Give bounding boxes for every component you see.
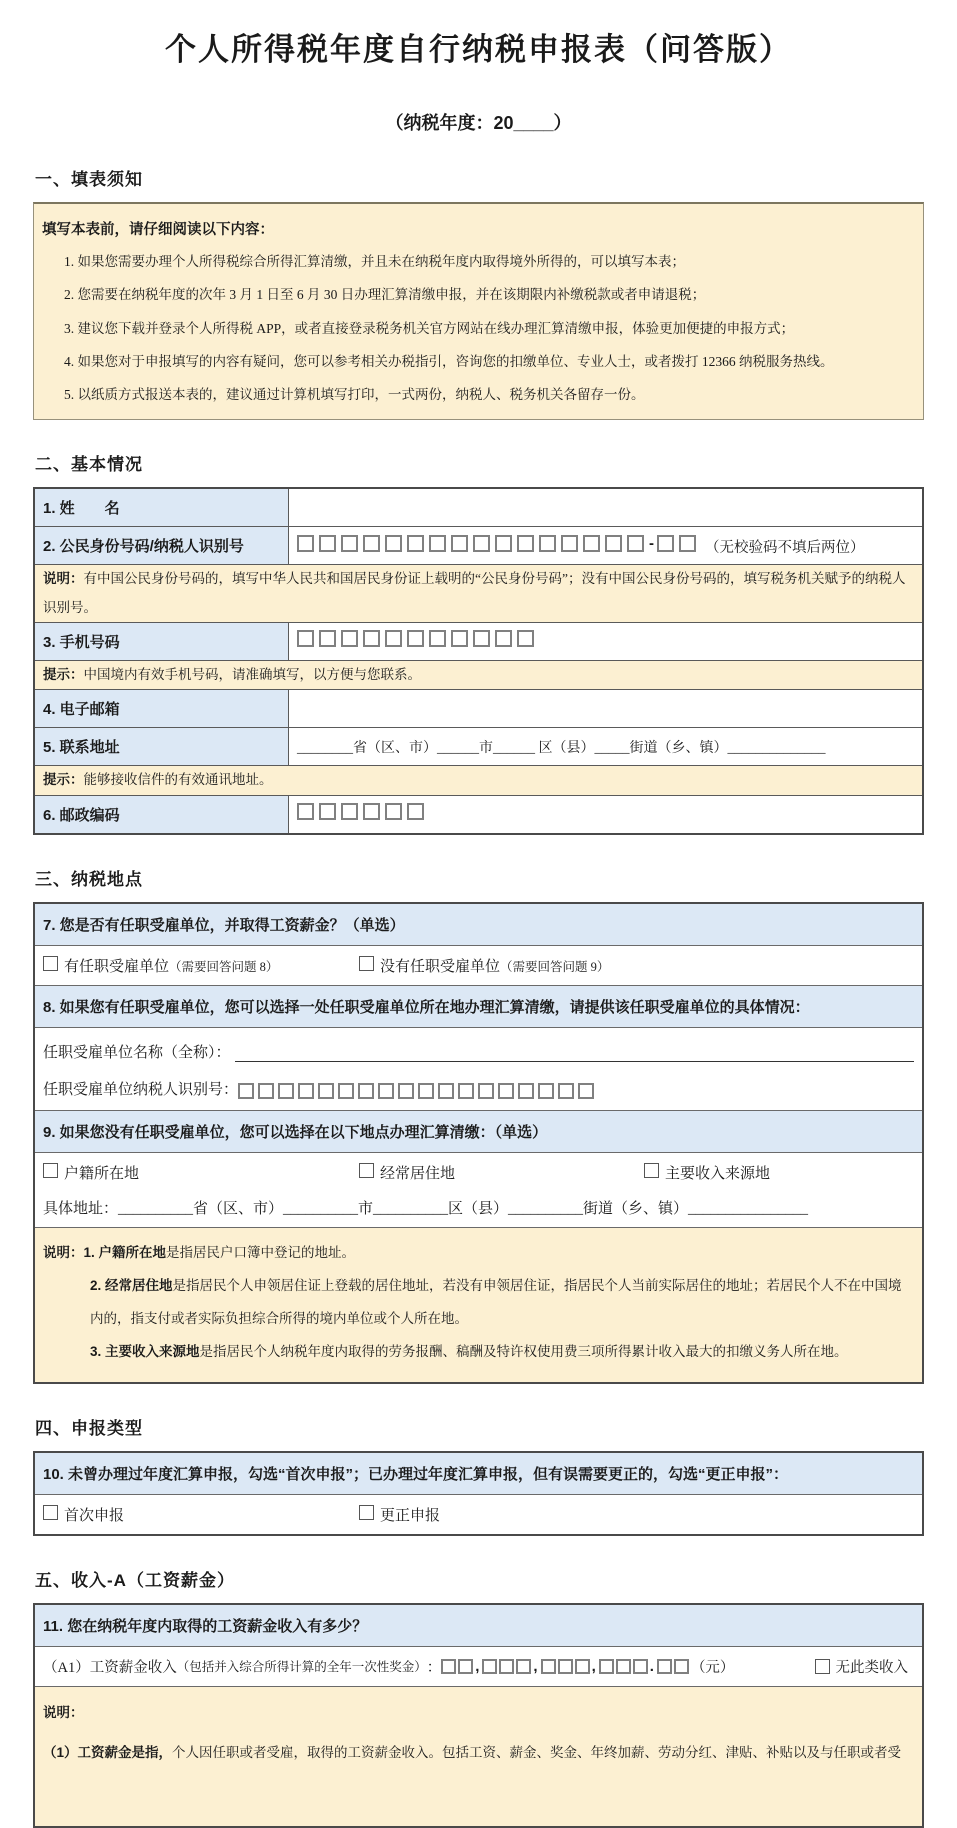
employer-name-blank[interactable] bbox=[235, 1045, 914, 1062]
table-row bbox=[34, 795, 923, 834]
table-row bbox=[34, 527, 923, 565]
section-2-heading: 二、基本情况 bbox=[35, 455, 143, 475]
note-text: 个人因任职或者受雇，取得的工资薪金收入。包括工资、薪金、奖金、年终加薪、劳动分红、津贴、补贴以及与任职或者受 bbox=[172, 1744, 902, 1760]
note-term: （1）工资薪金是指， bbox=[43, 1744, 173, 1760]
postal-code-cell bbox=[289, 795, 924, 834]
checkbox-corrected-declaration[interactable] bbox=[359, 1505, 374, 1520]
note-term: 3. 主要收入来源地 bbox=[90, 1343, 200, 1359]
question-9-body bbox=[35, 1152, 922, 1227]
checkbox-has-employer[interactable] bbox=[43, 956, 58, 971]
checkbox-no-employer[interactable] bbox=[359, 956, 374, 971]
section-5-heading: 五、收入-A（工资薪金） bbox=[35, 1570, 235, 1590]
phone-tip-row bbox=[34, 660, 923, 689]
notice-item-5: 5. 以纸质方式报送本表的，建议通过计算机填写打印，一式两份，纳税人、税务机关各留存一份。 bbox=[64, 387, 645, 402]
note-line-1 bbox=[43, 1740, 912, 1766]
option-label: 主要收入来源地 bbox=[665, 1165, 771, 1182]
id-note-text: 有中国公民身份号码的，填写中华人民共和国居民身份证上载明的“公民身份号码”；没有中国公民身份号码的，填写税务机关赋予的纳税人识别号。 bbox=[43, 571, 906, 615]
option-label: 经常居住地 bbox=[380, 1165, 456, 1182]
id-suffix-note: （无校验码不填后两位） bbox=[705, 539, 865, 556]
note-label: 说明： bbox=[43, 571, 84, 587]
question-11-a1-row bbox=[35, 1646, 922, 1686]
question-8-body bbox=[35, 1027, 922, 1110]
a1-colon: ： bbox=[426, 1659, 442, 1676]
option-habitual-residence[interactable] bbox=[359, 1162, 644, 1183]
name-input-cell[interactable] bbox=[289, 488, 924, 527]
notice-item-1: 1. 如果您需要办理个人所得税综合所得汇算清缴，并且未在纳税年度内取得境外所得的，可以填写本表； bbox=[64, 254, 685, 269]
checkbox-first-declaration[interactable] bbox=[43, 1505, 58, 1520]
note-label: 说明： bbox=[43, 1244, 84, 1260]
checkbox-habitual-residence[interactable] bbox=[359, 1163, 374, 1178]
page-title: 个人所得税年度自行纳税申报表（问答版） bbox=[165, 32, 792, 67]
question-10-header: 10. 未曾办理过年度汇算申报，勾选“首次申报”；已办理过年度汇算申报，但有误需要更正的，勾选“更正申报”： bbox=[35, 1453, 922, 1494]
question-11-header: 11. 您在纳税年度内取得的工资薪金收入有多少？ bbox=[35, 1605, 922, 1646]
id-number-label: 2. 公民身份号码/纳税人识别号 bbox=[34, 527, 289, 565]
employer-taxid-row bbox=[43, 1078, 914, 1099]
question-7-header: 7. 您是否有任职受雇单位，并取得工资薪金？（单选） bbox=[35, 904, 922, 945]
basic-info-table bbox=[33, 487, 924, 834]
note-term: 2. 经常居住地 bbox=[90, 1277, 173, 1293]
question-9-options bbox=[43, 1162, 914, 1183]
address-tip-text: 能够接收信件的有效通讯地址。 bbox=[83, 772, 273, 788]
postal-code-label: 6. 邮政编码 bbox=[34, 795, 289, 834]
option-label: 无此类收入 bbox=[835, 1659, 908, 1676]
employer-taxid-label: 任职受雇单位纳税人识别号： bbox=[43, 1081, 239, 1098]
phone-tip-text: 中国境内有效手机号码，请准确填写，以方便与您联系。 bbox=[83, 666, 421, 682]
option-label: 更正申报 bbox=[380, 1507, 441, 1524]
address-label: 5. 联系地址 bbox=[34, 728, 289, 766]
detailed-address-input[interactable]: 具体地址：__________省（区、市）__________市__________区（县）__________街道（乡、镇）________________ bbox=[43, 1200, 809, 1217]
note-text: 是指居民个人纳税年度内取得的劳务报酬、稿酬及特许权使用费三项所得累计收入最大的扣缴义务人所在地。 bbox=[199, 1343, 848, 1359]
section-4-heading: 四、申报类型 bbox=[35, 1418, 143, 1438]
employer-name-label: 任职受雇单位名称（全称）： bbox=[43, 1044, 231, 1061]
question-11-notes bbox=[35, 1686, 922, 1826]
question-9-notes bbox=[35, 1227, 922, 1382]
table-row bbox=[34, 660, 923, 689]
option-label: 首次申报 bbox=[64, 1507, 125, 1524]
table-row bbox=[34, 728, 923, 766]
tip-label: 提示： bbox=[43, 772, 84, 788]
option-label: 有任职受雇单位 bbox=[64, 958, 170, 975]
employer-taxid-boxes[interactable] bbox=[238, 1083, 598, 1099]
section-3-heading: 三、纳税地点 bbox=[35, 869, 143, 889]
table-row bbox=[34, 766, 923, 795]
notice-box bbox=[33, 202, 924, 420]
amount-unit: （元） bbox=[690, 1659, 735, 1676]
question-9-header: 9. 如果您没有任职受雇单位，您可以选择在以下地点办理汇算清缴：（单选） bbox=[35, 1110, 922, 1152]
tax-form-page bbox=[0, 24, 957, 1828]
checkbox-household-registration[interactable] bbox=[43, 1163, 58, 1178]
tax-year-subtitle: （纳税年度：20____） bbox=[385, 113, 572, 133]
option-first-declaration[interactable] bbox=[43, 1504, 359, 1525]
address-input-cell[interactable]: ________省（区、市）______市______ 区（县）_____街道（乡、镇）______________ bbox=[289, 728, 924, 766]
question-10-options bbox=[35, 1494, 922, 1534]
postal-code-boxes[interactable] bbox=[297, 803, 429, 820]
salary-income-block bbox=[33, 1603, 924, 1828]
declaration-type-block bbox=[33, 1451, 924, 1536]
employer-name-row bbox=[43, 1041, 914, 1062]
table-row bbox=[34, 690, 923, 728]
note-line-3 bbox=[43, 1335, 912, 1368]
phone-cell bbox=[289, 622, 924, 660]
email-input-cell[interactable] bbox=[289, 690, 924, 728]
notice-intro: 填写本表前，请仔细阅读以下内容： bbox=[42, 222, 274, 238]
tax-location-block bbox=[33, 902, 924, 1384]
table-row bbox=[34, 622, 923, 660]
option-has-employer[interactable] bbox=[43, 955, 359, 976]
salary-amount-boxes[interactable]: , , , . bbox=[441, 1658, 691, 1675]
notice-item-3: 3. 建议您下载并登录个人所得税 APP，或者直接登录税务机关官方网站在线办理汇算清缴申报，体验更加便捷的申报方式； bbox=[64, 320, 795, 336]
note-label-line bbox=[43, 1699, 912, 1726]
note-text: 是指居民户口簿中登记的地址。 bbox=[166, 1244, 356, 1260]
tip-label: 提示： bbox=[43, 666, 84, 682]
option-household-registration[interactable] bbox=[43, 1162, 359, 1183]
option-no-employer[interactable] bbox=[359, 955, 609, 976]
question-7-options bbox=[35, 945, 922, 985]
option-main-income-source[interactable] bbox=[644, 1162, 770, 1183]
note-label: 说明： bbox=[43, 1704, 84, 1720]
email-label: 4. 电子邮箱 bbox=[34, 690, 289, 728]
table-row bbox=[34, 488, 923, 527]
option-label: 没有任职受雇单位 bbox=[380, 958, 501, 975]
name-label: 1. 姓 名 bbox=[34, 488, 289, 527]
section-1-heading: 一、填表须知 bbox=[35, 170, 143, 189]
notice-item-4: 4. 如果您对于申报填写的内容有疑问，您可以参考相关办税指引，咨询您的扣缴单位、专业人士，或者拨打 12366 纳税服务热线。 bbox=[64, 353, 834, 369]
note-term: 1. 户籍所在地 bbox=[83, 1244, 167, 1260]
id-number-cell bbox=[289, 527, 924, 565]
table-row bbox=[34, 565, 923, 623]
note-line-1 bbox=[43, 1236, 912, 1269]
option-no-such-income[interactable] bbox=[815, 1656, 909, 1677]
address-tip-row bbox=[34, 766, 923, 795]
option-label: 户籍所在地 bbox=[64, 1165, 140, 1182]
checkbox-main-income-source[interactable] bbox=[644, 1163, 659, 1178]
option-note: （需要回答问题 8） bbox=[169, 959, 279, 974]
option-note: （需要回答问题 9） bbox=[500, 959, 610, 974]
question-8-header: 8. 如果您有任职受雇单位，您可以选择一处任职受雇单位所在地办理汇算清缴，请提供该任职受雇单位的具体情况： bbox=[35, 985, 922, 1027]
phone-number-boxes[interactable] bbox=[297, 630, 539, 647]
note-text: 是指居民个人申领居住证上登载的居住地址，若没有申领居住证，指居民个人当前实际居住的地址；若居民个人不在中国境内的，指支付或者实际负担综合所得的境内单位或个人所在地。 bbox=[90, 1277, 902, 1326]
note-line-2 bbox=[43, 1269, 912, 1335]
option-corrected-declaration[interactable] bbox=[359, 1504, 440, 1525]
checkbox-no-such-income[interactable] bbox=[815, 1659, 830, 1674]
a1-sublabel: （包括并入综合所得计算的全年一次性奖金） bbox=[176, 1660, 427, 1675]
id-number-boxes[interactable]: - bbox=[297, 535, 701, 552]
notice-item-2: 2. 您需要在纳税年度的次年 3 月 1 日至 6 月 30 日办理汇算清缴申报，并在该期限内补缴税款或者申请退税； bbox=[64, 287, 706, 303]
a1-label: （A1）工资薪金收入 bbox=[43, 1659, 177, 1676]
id-note-row bbox=[34, 565, 923, 623]
phone-label: 3. 手机号码 bbox=[34, 622, 289, 660]
